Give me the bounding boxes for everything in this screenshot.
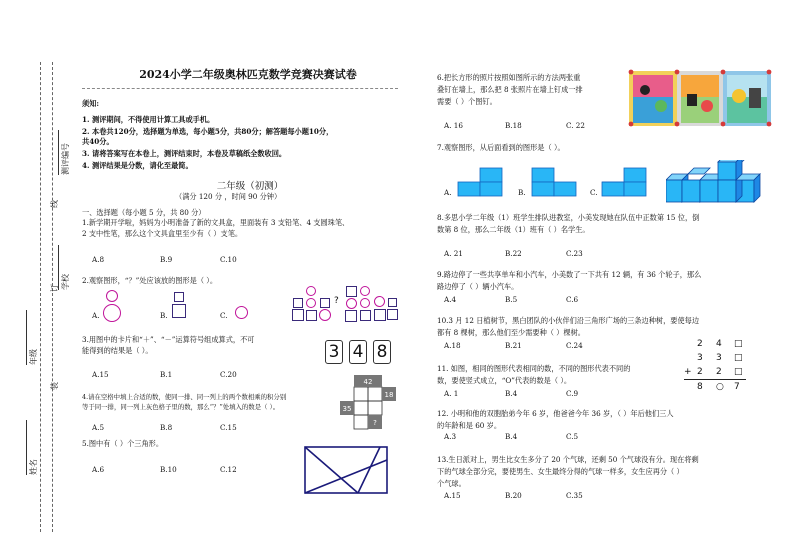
q7-option-b[interactable]: B.	[518, 188, 526, 197]
q4-option-c[interactable]: C.15	[220, 423, 237, 432]
q2-pat-sq-2	[292, 309, 304, 321]
q2-pat-c-7	[374, 296, 385, 307]
q8-option-b[interactable]: B.22	[505, 249, 522, 258]
q12-option-b[interactable]: B.4	[505, 432, 518, 441]
q9-line-2: 路边停了（ ）辆小汽车。	[437, 282, 519, 291]
q1-line-2: 2 支中性笔，那么这个文具盒里至少有（ ）支笔。	[82, 229, 243, 238]
q5-line-1: 5.图中有（ ）个三角形。	[82, 439, 164, 448]
section-meta: （满分 120 分 ，时间 90 分钟）	[175, 192, 282, 201]
q2-question-mark: ?	[334, 296, 339, 306]
q11-line-1: 11. 如图，相同的图形代表相同的数，不同的图形代表不同的	[437, 364, 631, 373]
label-nianji: 年级	[29, 349, 38, 365]
q4-value-18: 18	[384, 391, 394, 399]
q5-option-b[interactable]: B.10	[160, 465, 177, 474]
notes-item-2: 2. 本卷共120分，选择题为单选，每小题5分，共80分；解答题每小题10分，	[82, 127, 334, 136]
q8-option-a[interactable]: A. 21	[444, 249, 463, 258]
q2-pat-sq-3	[306, 310, 317, 321]
q13-option-a[interactable]: A.15	[444, 491, 461, 500]
q12-line-2: 的年龄和是 60 岁。	[437, 421, 502, 430]
q10-line-2: 都有 8 棵树，那么他们至少需要种（ ）棵树。	[437, 328, 585, 337]
q2-a-circle-bottom	[103, 304, 121, 322]
q3-card-1: 3	[325, 340, 343, 364]
blank-line-xingming	[26, 420, 27, 475]
q2-pat-sq-9	[388, 298, 397, 307]
q5-triangle-figure	[304, 446, 388, 494]
q11-option-b[interactable]: B.4	[505, 389, 518, 398]
q11-r1-c1: 2	[697, 339, 703, 349]
q2-b-square-top	[174, 292, 184, 302]
q4-value-42: 42	[363, 378, 373, 386]
q6-line-1: 6.把长方形的照片按照如图所示的方法两张重	[437, 73, 581, 82]
grade-heading: 二年级（初测）	[216, 181, 284, 192]
q2-pat-sq-1	[293, 298, 303, 308]
q11-r4-c3: 7	[734, 382, 740, 392]
q11-r3-c3: □	[734, 367, 743, 377]
q11-r3-plus: +	[684, 367, 692, 377]
q10-line-1: 10.3 月 12 日植树节，黑白团队的小伙伴们沿三角形广场的三条边种树，要使每边	[437, 316, 700, 325]
title-divider	[82, 88, 398, 89]
q13-option-c[interactable]: C.35	[566, 491, 583, 500]
q2-c-circle	[235, 306, 248, 319]
binding-mark-xian: 线	[50, 200, 59, 208]
q11-r4-c1: 8	[697, 382, 703, 392]
q9-line-1: 9.路边停了一些共享单车和小汽车，小美数了一下共有 12 辆，有 36 个轮子，那么	[437, 270, 702, 279]
q2-a-circle-top	[106, 290, 118, 302]
q2-pat-c-3	[319, 309, 331, 321]
q2-pat-sq-8	[374, 309, 386, 321]
q2-pat-sq-7	[360, 310, 371, 321]
q9-option-b[interactable]: B.5	[505, 295, 518, 304]
q7-option-a[interactable]: A.	[444, 188, 452, 197]
q2-pat-sq-10	[387, 309, 398, 320]
q10-option-a[interactable]: A.18	[444, 341, 461, 350]
q13-option-b[interactable]: B.20	[505, 491, 522, 500]
q3-option-c[interactable]: C.20	[220, 370, 237, 379]
binding-dash-line-2	[52, 62, 53, 532]
q10-option-c[interactable]: C.24	[566, 341, 583, 350]
q4-line-1: 4.请在空格中填上合适的数，使同一排、同一列上的两个数相乘的积分别	[82, 393, 287, 401]
q13-line-1: 13.生日派对上，男生比女生多分了 20 个气球，还剩 50 个气球没有分。现在将剩	[437, 455, 699, 464]
q11-r3-c1: 2	[697, 367, 703, 377]
q2-option-b[interactable]: B.	[160, 311, 168, 320]
q13-line-3: 个气球。	[437, 479, 466, 488]
q1-option-c[interactable]: C.10	[220, 255, 237, 264]
binding-dash-line-1	[40, 62, 41, 532]
q2-option-c[interactable]: C.	[220, 311, 228, 320]
blank-line-kaohao	[58, 130, 59, 175]
q11-r1-c2: 4	[716, 339, 722, 349]
q3-option-b[interactable]: B.1	[160, 370, 173, 379]
q7-line-1: 7.观察图形，从后面看到的图形是（ ）。	[437, 143, 565, 152]
q9-option-c[interactable]: C.6	[566, 295, 579, 304]
q7-c-figure	[600, 167, 648, 199]
q13-line-2: 下的气球全部分完，要使男生、女生最终分得的气球一样多，女生应再分（ ）	[437, 467, 684, 476]
q4-option-b[interactable]: B.8	[160, 423, 173, 432]
blank-line-nianji	[26, 310, 27, 365]
q11-r2-c2: 3	[716, 353, 722, 363]
q6-option-a[interactable]: A. 16	[444, 121, 463, 130]
q2-pat-c-2	[306, 298, 316, 308]
q2-pat-sq-5	[346, 286, 357, 297]
q11-r2-c1: 3	[697, 353, 703, 363]
q12-line-1: 12. 小明和他的双胞胎弟今年 6 岁，他爸爸今年 36 岁，（ ）年后他们三人	[437, 409, 674, 418]
notes-item-3: 3. 请将答案写在本卷上，测评结束时，本卷及草稿纸全数收回。	[82, 149, 287, 158]
q8-line-2: 数第 8 位，那么二年级（1）班有（ ）名学生。	[437, 225, 590, 234]
q11-option-c[interactable]: C.9	[566, 389, 579, 398]
q11-r3-c2: 2	[716, 367, 722, 377]
q7-a-figure	[456, 167, 504, 199]
q4-option-a[interactable]: A.5	[92, 423, 105, 432]
binding-mark-ding: 订	[50, 284, 59, 292]
q11-line-2: 数，要使竖式成立，“O”代表的数是（ ）。	[437, 376, 572, 385]
q4-value-question: ?	[373, 419, 377, 427]
q11-sum-line	[684, 379, 746, 380]
q6-option-b[interactable]: B.18	[505, 121, 522, 130]
q11-r4-c2: ○	[716, 382, 724, 392]
q3-option-a[interactable]: A.15	[92, 370, 109, 379]
q7-cube-figure	[666, 160, 766, 204]
blank-line-xuexiao	[58, 245, 59, 290]
notes-item-4: 4. 测评结果是分数，请化至最简。	[82, 161, 193, 170]
q8-option-c[interactable]: C.23	[566, 249, 583, 258]
q11-r2-c3: □	[734, 353, 743, 363]
q7-b-figure	[530, 167, 578, 199]
q6-line-3: 需要（ ）个图钉。	[437, 97, 497, 106]
q1-option-a[interactable]: A.8	[92, 255, 105, 264]
q4-value-35: 35	[342, 405, 352, 413]
q9-option-a[interactable]: A.4	[444, 295, 457, 304]
q4-number-grid	[338, 375, 398, 431]
q3-line-1: 3.用图中的卡片和“＋”、“－”运算符号组成算式，不可	[82, 335, 255, 344]
q10-option-b[interactable]: B.21	[505, 341, 522, 350]
notes-item-1: 1. 测评期间，不得使用计算工具或手机。	[82, 115, 215, 124]
q1-line-1: 1.新学期开学啦，妈妈为小明准备了新的文具盒，里面装有 3 支铅笔、4 支圆珠笔、	[82, 218, 350, 227]
q11-r1-c3: □	[734, 339, 743, 349]
q5-option-c[interactable]: C.12	[220, 465, 237, 474]
q6-option-c[interactable]: C. 22	[566, 121, 585, 130]
q2-pat-sq-6	[345, 310, 357, 322]
binding-mark-zhuang: 装	[50, 382, 59, 390]
label-kaohao: 测评编号	[61, 143, 70, 175]
label-xingming: 姓名	[29, 459, 38, 475]
q2-option-a[interactable]: A.	[92, 311, 100, 320]
label-xuexiao: 学校	[61, 274, 70, 290]
notes-item-2b: 共40分。	[82, 137, 114, 146]
notes-heading: 须知:	[82, 99, 100, 108]
q3-line-2: 能得到的结果是（ ）。	[82, 346, 153, 355]
choice-heading: 一、选择题（每小题 5 分，共 80 分）	[82, 208, 206, 217]
q3-card-2: 4	[349, 340, 367, 364]
q6-line-2: 叠钉在墙上，那么把 8 张照片在墙上钉成一排	[437, 85, 583, 94]
q11-option-a[interactable]: A. 1	[444, 389, 459, 398]
q5-option-a[interactable]: A.6	[92, 465, 105, 474]
q7-option-c[interactable]: C.	[590, 188, 598, 197]
q2-pat-c-5	[360, 286, 370, 296]
q3-card-3: 8	[373, 340, 391, 364]
q12-option-c[interactable]: C.5	[566, 432, 579, 441]
q2-b-square-bottom	[172, 304, 186, 318]
q8-line-1: 8.多思小学二年级（1）班学生排队进教室，小美发现她在队伍中正数第 15 位，倒	[437, 213, 700, 222]
q4-line-2: 等于同一排，同一列上灰色格子里的数，那么“？”处填入的数是（ ）。	[82, 403, 280, 411]
q6-photo-strip	[627, 66, 773, 128]
q2-pat-c-1	[306, 286, 316, 296]
q12-option-a[interactable]: A.3	[444, 432, 457, 441]
q2-line-1: 2.观察图形，“？”处应该放的图形是（ ）。	[82, 276, 218, 285]
q2-pat-sq-4	[320, 298, 330, 308]
page-title: 2024小学二年级奥林匹克数学竞赛决赛试卷	[139, 68, 357, 81]
q2-pat-c-4	[346, 298, 357, 309]
q2-pat-c-6	[360, 298, 370, 308]
q1-option-b[interactable]: B.9	[160, 255, 173, 264]
